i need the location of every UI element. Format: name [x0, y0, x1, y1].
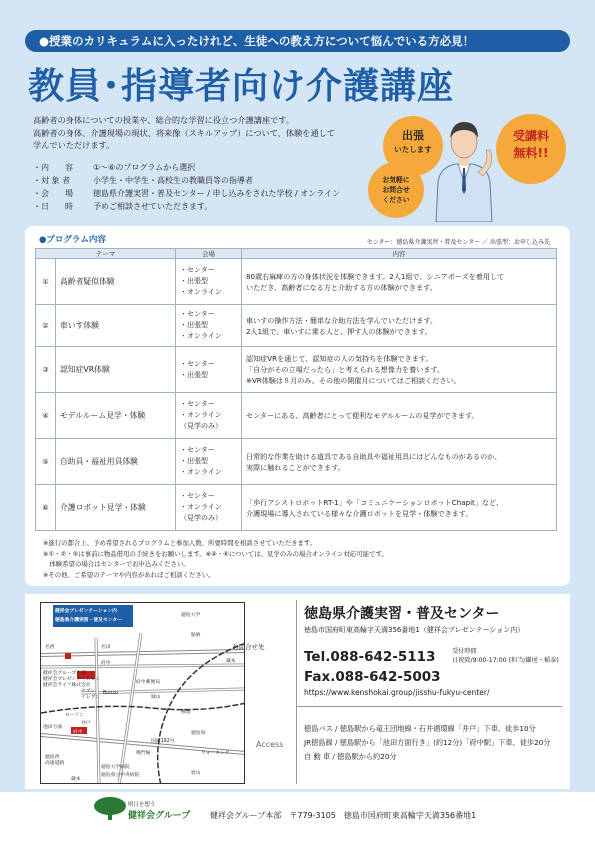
program-number: ②	[36, 305, 56, 347]
description-line: センターにある、高齢者にとって便利なモデルルームの見学ができます。	[246, 411, 479, 420]
table-row	[36, 485, 557, 531]
venue-item: ・センター	[180, 446, 215, 454]
intro-text	[33, 114, 393, 152]
venue-item: ・オンライン	[180, 288, 222, 296]
program-number: ④	[36, 393, 56, 439]
description-line: 「歩行アシストロボットRT-1」や「コミュニケーションロボットChapit」など、	[246, 497, 504, 507]
access-line: 自 動 車 / 徳島駅から約20分	[304, 752, 397, 761]
access-directions	[304, 722, 550, 764]
info-row-venue	[33, 187, 393, 200]
venue-item: ・センター	[180, 400, 215, 408]
program-venue	[176, 305, 242, 347]
info-value: 徳島県介護実習・普及センター / 申し込みをされた学校 / オンライン	[93, 189, 340, 198]
program-card	[25, 226, 570, 586]
free-bubble	[496, 114, 566, 184]
divider	[296, 706, 562, 707]
map-label: セブン	[81, 689, 96, 694]
info-row-date	[33, 200, 393, 213]
description-line: 日常的な作業を助ける道具である自助具や福祉用具にはどんなものがあるのか、	[246, 451, 502, 461]
venue-item: ・出張型	[180, 321, 208, 329]
hours-line: 受付時間	[452, 648, 477, 655]
dispatch-sub: いたします	[394, 145, 432, 154]
map-label: 眉山	[191, 771, 201, 776]
map-label: 高速道路	[45, 761, 65, 766]
map-label: 国道192号	[151, 739, 175, 744]
fax-number: Fax.088-642-5003	[304, 669, 441, 685]
info-value: 小学生・中学生・高校生の教職員等の指導者	[93, 176, 253, 185]
description-line: 80歳右麻痺の方の身体状況を体験できます。2人1組で、シニアポーズを着用して	[246, 271, 505, 281]
program-description	[242, 393, 557, 439]
table-header-row	[36, 249, 557, 259]
note-line: ※進行の都合上、予め希望されるプログラムと参加人数、所要時間を相談させていただきます。	[43, 539, 317, 547]
contact-label: お問合せ先	[232, 643, 265, 651]
info-label: ・会 場	[33, 189, 73, 198]
program-description	[242, 485, 557, 531]
venue-item: （見学のみ）	[180, 514, 222, 522]
table-row	[36, 347, 557, 393]
map-label: 府中郵便局	[136, 680, 160, 685]
map-label: 名西	[45, 645, 55, 650]
access-map	[40, 602, 245, 784]
map-label: 鳴門線	[136, 751, 151, 756]
program-description	[242, 347, 557, 393]
map-callout: 健祥会プレゼンテーション内	[55, 609, 117, 614]
map-label: 徳島大学	[181, 613, 201, 618]
column-header-venue: 会場	[176, 249, 242, 259]
map-label: 蔵本	[71, 777, 81, 782]
program-description	[242, 259, 557, 305]
program-number: ⑤	[36, 439, 56, 485]
intro-line: 学んでいただけます。	[33, 140, 115, 150]
program-theme: モデルルーム見学・体験	[56, 393, 176, 439]
logo-name: 健祥会グループ	[128, 811, 191, 821]
venue-item: （見学のみ）	[180, 422, 222, 430]
contact-bubble-line: ください	[382, 196, 410, 204]
map-label: 城山	[151, 695, 161, 700]
description-line: 介護現場に導入されている様々な介護ロボットを見学・体験できます。	[246, 508, 473, 518]
website-link[interactable]: https://www.kenshokai.group/jisshu-fukyu-center/	[304, 688, 490, 697]
map-label: イレブン	[81, 695, 100, 700]
column-header-content: 内容	[242, 249, 557, 259]
map-callout: 徳島県介護実習・普及センター	[55, 618, 122, 623]
map-label: 鮎喰	[191, 633, 201, 638]
map-label: 府中	[101, 661, 111, 666]
venue-item: ・出張型	[180, 277, 208, 285]
program-theme: 車いす体験	[56, 305, 176, 347]
info-label: ・日 時	[33, 202, 73, 211]
description-line: 2人1組で、車いすに乗る人と、押す人の体験ができます。	[246, 326, 432, 336]
map-label: ウォーキング	[201, 751, 230, 756]
map-label: 徳島県立中央病院	[101, 773, 140, 778]
map-label: ローソン	[65, 713, 84, 718]
dispatch-main: 出張	[402, 129, 424, 142]
program-theme: 認知症VR体験	[56, 347, 176, 393]
venue-item: ・センター	[180, 266, 215, 274]
map-roads	[41, 603, 245, 784]
info-row-content	[33, 161, 393, 174]
access-label: Access	[256, 740, 284, 749]
program-venue	[176, 485, 242, 531]
contact-bubble-line: お気軽に	[382, 176, 410, 184]
intro-line: 高齢者の身体、介護現場の現状、将来像（スキルアップ）について、体験を通して	[33, 127, 336, 138]
venue-item: ・出張型	[180, 457, 208, 465]
program-number: ①	[36, 259, 56, 305]
description-line: 車いすの操作方法・簡単な介助方法を学んでいただけます。	[246, 315, 437, 325]
access-line: JR徳島線 / 徳島駅から「池田方面行き」(約12分)「府中駅」下車、徒歩20分	[304, 738, 551, 747]
program-number: ③	[36, 347, 56, 393]
info-value: ①～⑥のプログラムから選択	[93, 163, 196, 172]
map-label: 徳島県	[191, 731, 206, 736]
venue-item: ・センター	[180, 359, 215, 368]
intro-line: 高齢者の身体についての授業や、総合的な学習に役立つ介護講座です。	[33, 115, 295, 125]
map-label: 池田方面	[43, 725, 63, 730]
program-notes	[43, 538, 388, 580]
table-row	[36, 439, 557, 485]
program-theme: 高齢者疑似体験	[56, 259, 176, 305]
divider	[296, 600, 297, 784]
reception-hours	[452, 648, 559, 665]
note-line: ※その他、ご希望のテーマや内容があればご相談ください。	[43, 570, 215, 579]
table-row	[36, 259, 557, 305]
info-row-target	[33, 174, 393, 187]
program-table	[35, 248, 557, 531]
access-line: 徳島バス / 徳島駅から竜王団地線・石井循環線「井戸」下車、徒歩10分	[304, 724, 536, 733]
course-info	[33, 161, 393, 213]
description-line: 「自分がその立場だったら」と考えられる想像力を養います。	[246, 365, 445, 374]
center-name: 徳島県介護実習・普及センター	[304, 606, 500, 622]
venue-item: ・出張型	[180, 370, 208, 379]
info-value: 予めご相談させていただきます。	[93, 202, 213, 211]
column-header-theme: テーマ	[36, 249, 176, 259]
map-label: Bunzo	[103, 691, 118, 696]
map-label: 蔵本	[226, 659, 236, 664]
phone-number[interactable]: Tel.088-642-5113	[304, 649, 436, 665]
map-label: 徳島西	[45, 755, 60, 760]
description-line: ※VR体験は８月のみ。その他の開催月についてはご相談ください。	[246, 376, 461, 385]
description-line: いただき、高齢者になる方と介助する方の体験ができます。	[246, 282, 437, 292]
program-venue	[176, 439, 242, 485]
program-number: ⑥	[36, 485, 56, 531]
map-label: 徳島大学病院	[101, 765, 130, 770]
teacher-illustration	[428, 112, 500, 222]
program-venue	[176, 347, 242, 393]
venue-item: ・オンライン	[180, 332, 222, 340]
note-line: 体験希望の場合はセンターでお申込みください。	[43, 560, 190, 568]
map-label: 健祥会プレゼンテーション	[43, 677, 101, 682]
program-description	[242, 439, 557, 485]
note-line: ※①・②・⑤は事前に物品借用の手続きをお願いします。※④・⑥については、見学のみの場合オンライン対応可能です。	[43, 549, 388, 558]
map-label: 健祥会ライフ株式会社	[43, 683, 91, 688]
program-heading: ●プログラム内容	[39, 235, 106, 245]
program-theme: 介護ロボット見学・体験	[56, 485, 176, 531]
description-line: 実際に触れることができます。	[246, 462, 345, 472]
tree-logo-icon	[92, 796, 128, 820]
map-label: 井戸	[81, 721, 91, 726]
free-line: 受講料	[512, 129, 549, 143]
logo-tagline: 明日を想う	[128, 802, 156, 808]
venue-item: ・センター	[180, 492, 215, 500]
venue-item: ・オンライン	[180, 468, 222, 476]
map-label: 敷地	[181, 710, 191, 715]
table-row	[36, 305, 557, 347]
description-line: 認知症VRを通じて、認知症の人の気持ちを体験できます。	[246, 354, 433, 363]
center-address: 徳島市国府町東高輪字天満356番地1（健祥会プレゼンテーション内）	[304, 626, 525, 634]
page-title: 教員･指導者向け介護講座	[28, 66, 455, 107]
table-row	[36, 393, 557, 439]
program-description	[242, 305, 557, 347]
program-venue	[176, 393, 242, 439]
free-line: 無料!!	[513, 146, 549, 160]
info-label: ・対 象 者	[33, 176, 71, 185]
hours-line: 日祝除/9:00-17:00 (担当/鎌尾・稲泰)	[452, 656, 559, 664]
program-legend-note: センター：徳島県介護実習・普及センター ／ 出張型：お申し込み先	[366, 239, 550, 246]
contact-bubble	[368, 162, 424, 218]
venue-item: ・センター	[180, 310, 215, 318]
footer-address: 健祥会グループ本部 〒779-3105 徳島市国府町東高輪字天満356番地1	[210, 811, 477, 820]
venue-item: ・オンライン	[180, 503, 222, 511]
program-theme: 自助具・福祉用具体験	[56, 439, 176, 485]
program-venue	[176, 259, 242, 305]
info-label: ・内 容	[33, 163, 73, 172]
map-label: 名田	[101, 645, 111, 650]
headline-banner: ●授業のカリキュラムに入ったけれど、生徒への教え方について悩んでいる方必見！	[25, 30, 570, 52]
contact-bubble-line: お問合せ	[382, 186, 410, 194]
map-label: 府中	[73, 730, 83, 735]
venue-item: ・オンライン	[180, 411, 222, 419]
map-label: 健祥会グループ本部	[43, 671, 86, 676]
